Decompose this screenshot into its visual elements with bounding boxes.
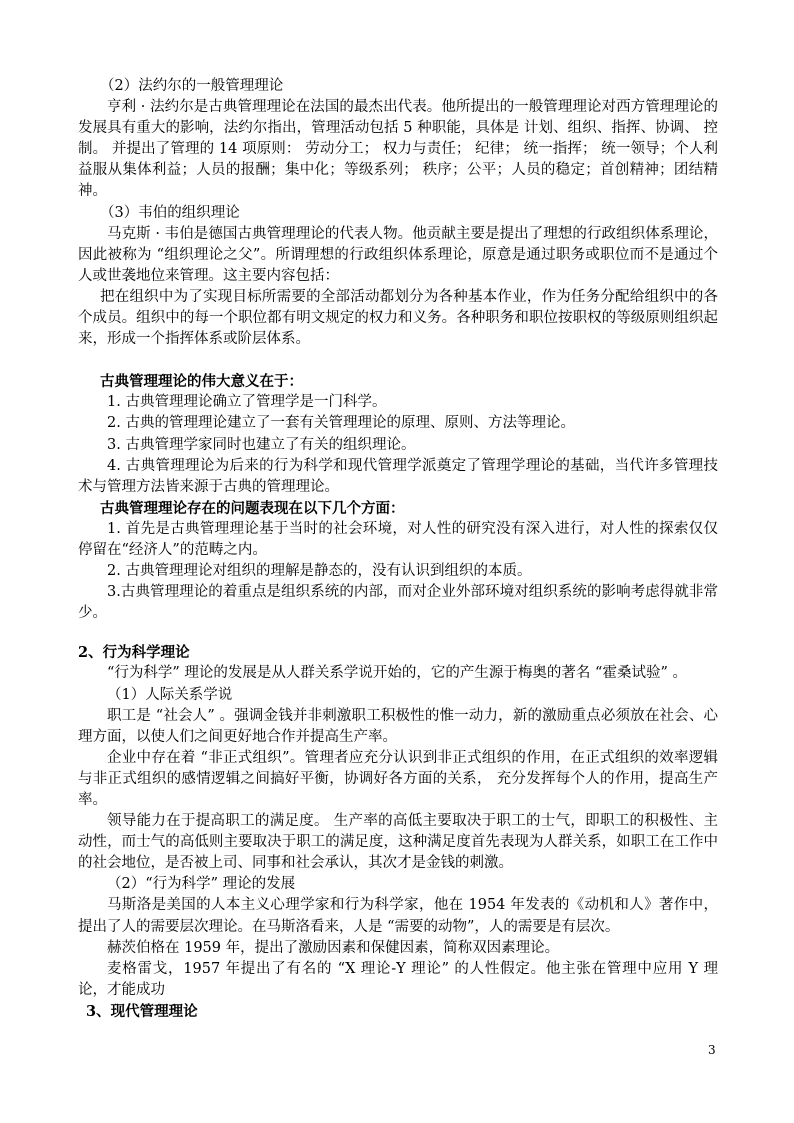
human-relations-heading: （1）人际关系学说 [107,686,233,703]
problems-heading: 古典管理理论存在的问题表现在以下几个方面： [100,499,405,517]
significance-item: 2. 古典的管理理论建立了一套有关管理理论的原理、原则、方法等理论。 [107,415,575,432]
problems-item: 2. 古典管理理论对组织的理解是静态的，没有认识到组织的本质。 [107,563,532,580]
significance-item: 4. 古典管理理论为后来的行为科学和现代管理学派奠定了管理学理论的基础，当代许多管理技术与管理方法皆来源于古典的管理理论。 [78,457,718,495]
significance-item: 1. 古典管理理论确立了管理学是一门科学。 [107,394,387,411]
spacer [78,350,718,371]
behavior-science-heading: 2、行为科学理论 [78,644,190,662]
development-paragraph-3: 麦格雷戈，1957 年提出了有名的 “X 理论-Y 理论” 的人性假定。他主张在管理中应用 Y 理论，才能成功 [78,960,718,998]
fayol-paragraph: 亨利 · 法约尔是古典管理理论在法国的最杰出代表。他所提出的一般管理理论对西方管理理论的发展具有重大的影响，法约尔指出，管理活动包括 5 种职能，具体是 计划、组织、指挥、协调、 控制。 并提出了管理的 14 项原则： 劳动分工； 权力与责任； 纪律； 统一指挥； 统一领导；个人利益服从集体利益；人员的报酬；集中化；等级系列； 秩序；公平；人员的稳定；首创精神；团结精神。 [78,99,718,200]
human-relations-paragraph-3: 领导能力在于提高职工的满足度。 生产率的高低主要取决于职工的士气，即职工的积极性、主动性，而士气的高低则主要取决于职工的满足度，这种满足度首先表现为人群关系，如职工在工作中的社会地位，是否被上司、同事和社会承认，其次才是金钱的刺激。 [78,813,718,872]
behavior-intro: “行为科学” 理论的发展是从人群关系学说开始的，它的产生源于梅奥的著名 “霍桑试验” 。 [107,665,687,682]
problems-item: 1. 首先是古典管理理论基于当时的社会环境，对人性的研究没有深入进行，对人性的探索仅仅停留在“经济人”的范畴之内。 [78,520,718,558]
spacer [78,624,718,642]
significance-item: 3. 古典管理学家同时也建立了有关的组织理论。 [107,436,416,453]
development-heading: （2）“行为科学” 理论的发展 [107,876,296,893]
document-page [78,76,718,1022]
weber-heading: （3）韦伯的组织理论 [100,204,240,221]
modern-theory-heading: 3、现代管理理论 [86,1002,198,1020]
development-paragraph-2: 赫茨伯格在 1959 年，提出了激励因素和保健因素，简称双因素理论。 [107,939,560,956]
page-number: 3 [708,1043,716,1057]
significance-heading: 古典管理理论的伟大意义在于： [100,373,303,391]
weber-paragraph-2: 把在组织中为了实现目标所需要的全部活动都划分为各种基本作业，作为任务分配给组织中的各个成员。组织中的每一个职位都有明文规定的权力和义务。各种职务和职位按职权的等级原则组织起来，形成一个指挥体系或阶层体系。 [78,288,718,348]
development-paragraph-1: 马斯洛是美国的人本主义心理学家和行为科学家，他在 1954 年发表的《动机和人》著作中，提出了人的需要层次理论。在马斯洛看来，人是 “需要的动物”，人的需要是有层次。 [78,897,718,935]
human-relations-paragraph-2: 企业中存在着 “非正式组织”。管理者应充分认识到非正式组织的作用，在正式组织的效率逻辑与非正式组织的感情逻辑之间搞好平衡，协调好各方面的关系， 充分发挥每个人的作用，提高生产率。 [78,749,718,808]
human-relations-paragraph-1: 职工是 “社会人” 。强调金钱并非刺激职工积极性的惟一动力，新的激励重点必须放在社会、心理方面，以使人们之间更好地合作并提高生产率。 [78,707,718,745]
problems-item: 3.古典管理理论的着重点是组织系统的内部，而对企业外部环境对组织系统的影响考虑得就非常少。 [78,584,718,622]
fayol-heading: （2）法约尔的一般管理理论 [100,78,284,94]
weber-paragraph-1: 马克斯 · 韦伯是德国古典管理理论的代表人物。他贡献主要是提出了理想的行政组织体系理论，因此被称为 “组织理论之父”。所谓理想的行政组织体系理论，原意是通过职务或职位而不是通过个人或世袭地位来管理。这主要内容包括： [78,225,718,284]
